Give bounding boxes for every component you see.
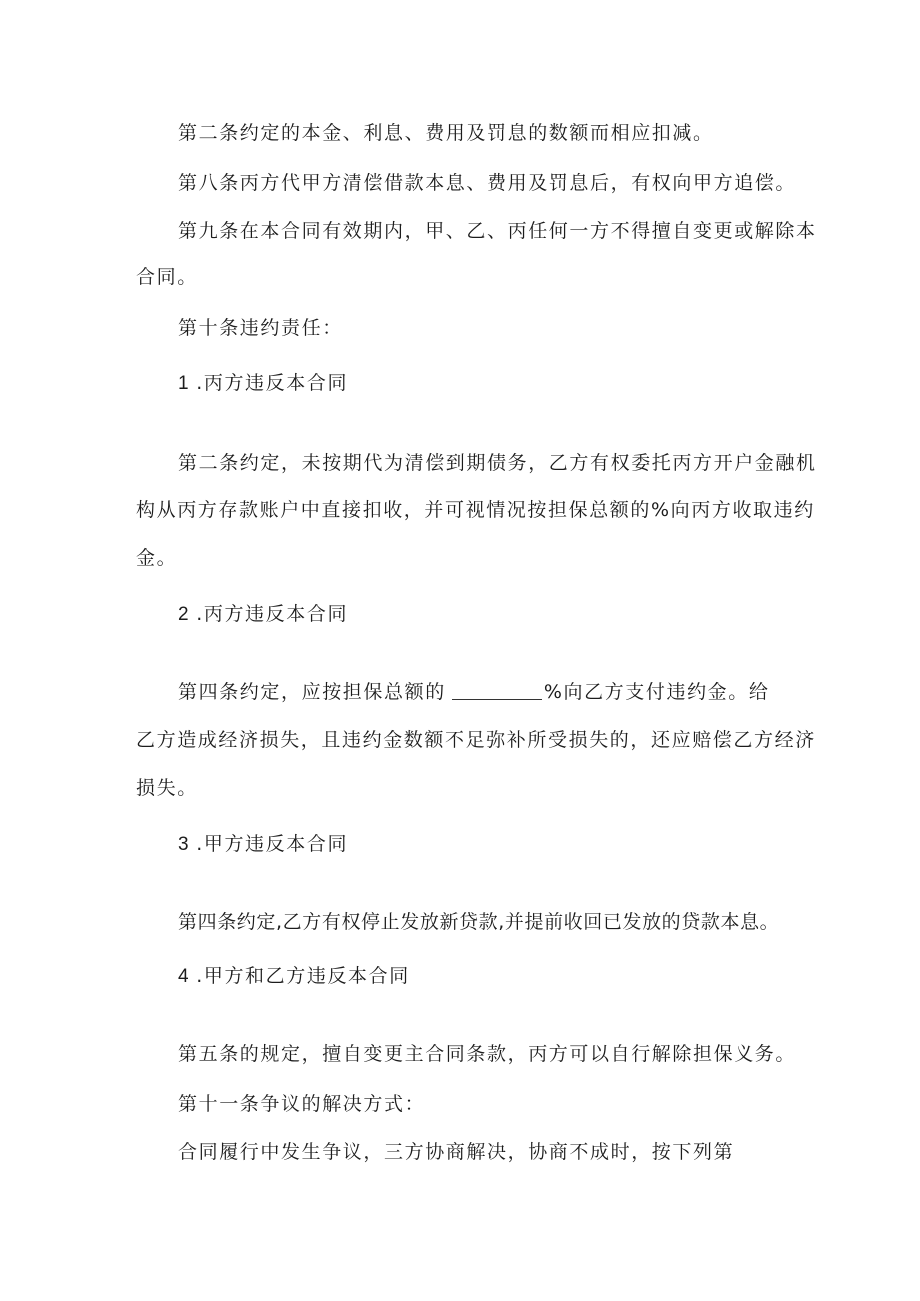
list-item-text: .甲方和乙方违反本合同 xyxy=(196,965,410,987)
list-item-number: 2 xyxy=(178,604,189,625)
list-item-text: .甲方违反本合同 xyxy=(196,833,349,855)
paragraph-line: 第二条约定的本金、利息、费用及罚息的数额而相应扣减。 xyxy=(178,122,714,144)
list-item xyxy=(178,832,348,857)
paragraph-line: 合同履行中发生争议，三方协商解决，协商不成时，按下列第 xyxy=(178,1141,735,1163)
list-item-number: 4 xyxy=(178,966,189,987)
list-item-number: 3 xyxy=(178,834,189,855)
paragraph-line: 第九条在本合同有效期内，甲、乙、丙任何一方不得擅自变更或解除本 xyxy=(178,220,817,242)
list-item-number: 1 xyxy=(178,373,189,394)
paragraph-text: 第四条约定，应按担保总额的 xyxy=(178,681,446,703)
paragraph-line: 合同。 xyxy=(136,266,198,288)
paragraph-line: 损失。 xyxy=(136,777,198,799)
list-item xyxy=(178,371,348,396)
fill-in-blank xyxy=(452,681,542,700)
list-item xyxy=(178,964,410,989)
list-item-text: .丙方违反本合同 xyxy=(196,372,349,394)
list-item-text: .丙方违反本合同 xyxy=(196,603,349,625)
paragraph-line: 第八条丙方代甲方清偿借款本息、费用及罚息后，有权向甲方追偿。 xyxy=(178,172,797,194)
paragraph-line: 第五条的规定，擅自变更主合同条款，丙方可以自行解除担保义务。 xyxy=(178,1043,797,1065)
paragraph-line: 第十条违约责任： xyxy=(178,317,343,339)
paragraph-line: 构从丙方存款账户中直接扣收，并可视情况按担保总额的%向丙方收取违约 xyxy=(136,499,815,521)
paragraph-line: 第二条约定，未按期代为清偿到期债务，乙方有权委托丙方开户金融机 xyxy=(178,452,817,474)
paragraph-line: 第四条约定,乙方有权停止发放新贷款,并提前收回已发放的贷款本息。 xyxy=(178,911,780,933)
paragraph-text: %向乙方支付违约金。给 xyxy=(543,681,770,703)
paragraph-line: 金。 xyxy=(136,547,178,569)
paragraph-line xyxy=(178,680,769,704)
paragraph-line: 第十一条争议的解决方式： xyxy=(178,1093,426,1115)
list-item xyxy=(178,602,348,627)
paragraph-line: 乙方造成经济损失，且违约金数额不足弥补所受损失的，还应赔偿乙方经济 xyxy=(136,729,816,751)
